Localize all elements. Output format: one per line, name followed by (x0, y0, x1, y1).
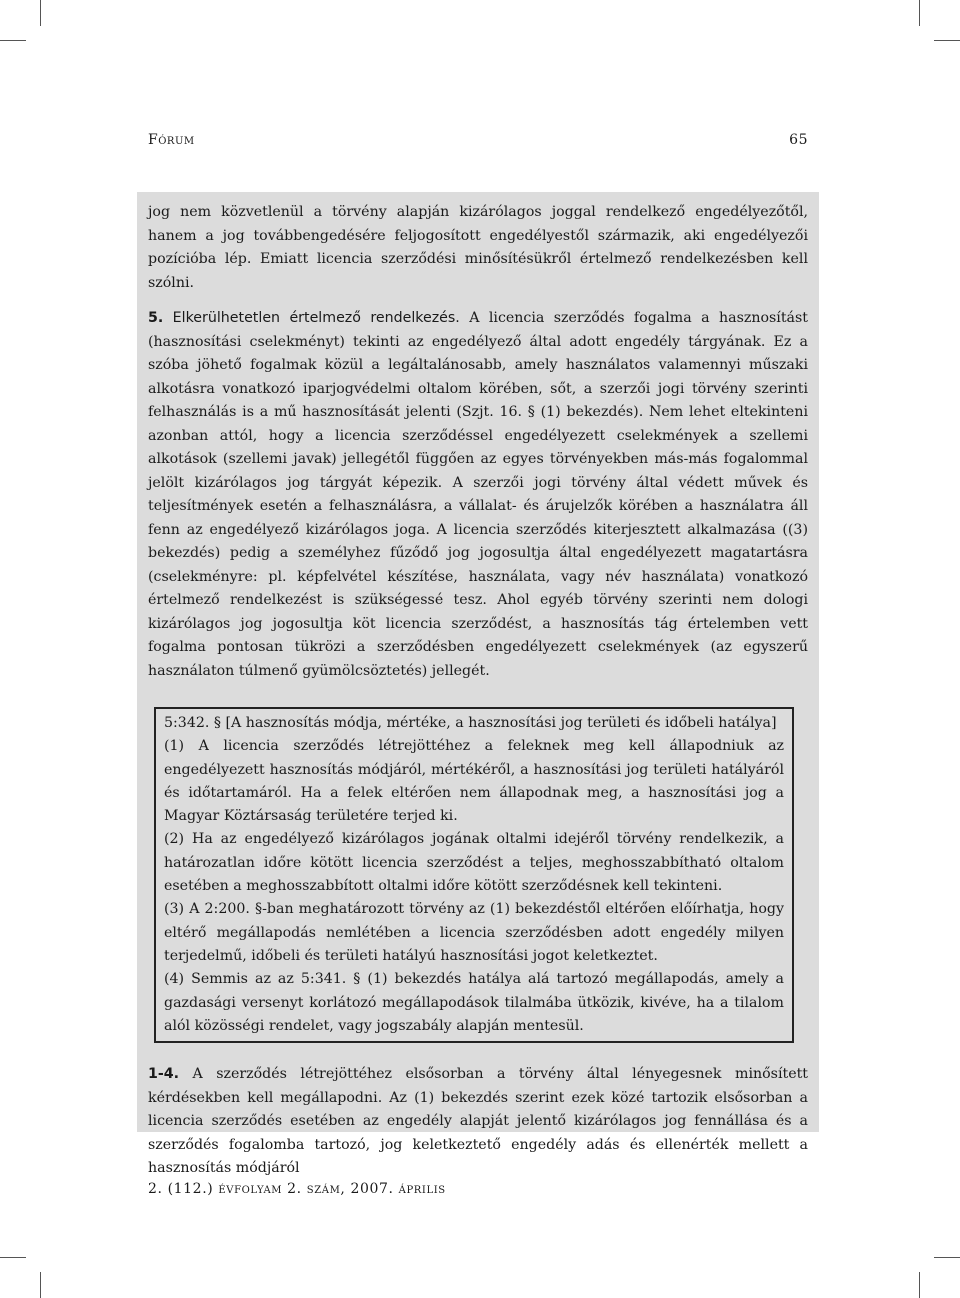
crop-mark (919, 0, 920, 26)
section-5-number: 5. (148, 310, 164, 326)
crop-mark (934, 40, 960, 41)
main-content (148, 201, 808, 1181)
law-title: 5:342. § [A hasznosítás módja, mértéke, a hasznosítási jog területi és időbeli hatálya] (164, 715, 777, 731)
section-5-text: A licencia szerződés fogalma a hasznosítást (hasznosítási cselekményt) tekinti az engedélyező által adott engedély tárgyának. Ez a szóba jöhető fogalmak közül a legáltalánosabb, amely használatos valamennyi műszaki alkotásra vonatkozó iparjogvédelmi oltalom körében, sőt, a szerzői jogi törvény szerinti felhasználás is a mű hasznosítását jelenti (Szjt. 16. § (1) bekezdés). Nem lehet eltekinteni azonban attól, hogy a licencia szerződéssel engedélyezett cselekmények a szellemi alkotások (szellemi javak) jellegétől függően az egyes törvényekben más-más fogalommal jelölt kizárólagos jog tárgyát képezik. A szerzői jogi törvény által védett művek és teljesítmények esetén a felhasználásra, a vállalat- és árujelzők körében a használatra áll fenn az engedélyező kizárólagos joga. A licencia szerződés kiterjesztett alkalmazása ((3) bekezdés) pedig a személyhez fűződő jog jogosultja által engedélyezett magatartásra (cselekményre: pl. képfelvétel készítése, használata, vagy név használata) vonatkozó értelmező rendelkezést is szükségessé tesz. Ahol egyéb törvény szerinti nem dologi kizárólagos jog jogosultja köt licencia szerződést, a hasznosítás tág értelemben vett fogalma pontosan tükrözi a szerződésben engedélyezett cselekmények (az egyszerű használaton túlmenő gyümölcsöztetés) jellegét. (148, 310, 808, 679)
law-paragraph-4: (4) Semmis az az 5:341. § (1) bekezdés hatálya alá tartozó megállapodás, amely a gazdasági versenyt korlátozó megállapodások tilalmába ütközik, kivéve, ha a tilalom alól közösségi rendelet, vagy jogszabály alapján mentesül. (164, 971, 784, 1034)
law-paragraph-3: (3) A 2:200. §-ban meghatározott törvény az (1) bekezdéstől eltérően előírhatja, hogy eltérő megállapodás nemlétében a licencia szerződésben adott engedély milyen terjedelmű, időbeli és területi hatályú hasznosítási jogot keletkeztet. (164, 901, 784, 964)
crop-mark (0, 40, 26, 41)
section-1-4-text: A szerződés létrejöttéhez elsősorban a törvény által lényegesnek minősített kérdésekben kell megállapodni. Az (1) bekezdés szerint ezek közé tartozik elsősorban a licencia szerződés esetében az engedély alapját jelentő kizárólagos jog fennállása és a szerződés fogalomba tartozó, jog keletkeztető engedély adás és ellenérték mellett a hasznosítás módjáról (148, 1066, 808, 1177)
section-1-4-number: 1-4. (148, 1066, 180, 1083)
running-head (148, 132, 808, 148)
section-5-heading-text: Elkerülhetetlen értelmező rendelkezés. (163, 310, 460, 326)
issue-footer: 2. (112.) évfolyam 2. szám, 2007. április (148, 1181, 446, 1197)
crop-mark (919, 1272, 920, 1298)
page-number: 65 (789, 132, 808, 148)
crop-mark (40, 1272, 41, 1298)
section-1-4-paragraph (148, 1063, 808, 1181)
law-paragraph-1: (1) A licencia szerződés létrejöttéhez a feleknek meg kell állapodniuk az engedélyezett hasznosítás módjáról, mértékéről, a hasznosítási jog területi hatályáról és időtartamáról. Ha a felek eltérően nem állapodnak meg, a hasznosítási jog a Magyar Köztársaság területére terjed ki. (164, 738, 784, 825)
crop-mark (0, 1257, 26, 1258)
section-5-paragraph (148, 307, 808, 683)
running-title: Fórum (148, 132, 195, 148)
crop-mark (40, 0, 41, 26)
intro-paragraph: jog nem közvetlenül a törvény alapján kizárólagos joggal rendelkező engedélyezőtől, hanem a jog továbbengedésére feljogosított engedélyestől származik, aki engedélyezői pozícióba lép. Emiatt licencia szerződési minősítésükről értelmező rendelkezésben kell szólni. (148, 204, 808, 291)
section-5-heading (148, 310, 460, 326)
law-text-box (154, 707, 794, 1043)
law-paragraph-2: (2) Ha az engedélyező kizárólagos jogának oltalmi idejéről törvény rendelkezik, a határozatlan időre kötött licencia szerződést a teljes, meghosszabbítható oltalom esetében a meghosszabbított oltalmi időre kötött szerződésnek kell tekinteni. (164, 831, 784, 895)
crop-mark (934, 1257, 960, 1258)
